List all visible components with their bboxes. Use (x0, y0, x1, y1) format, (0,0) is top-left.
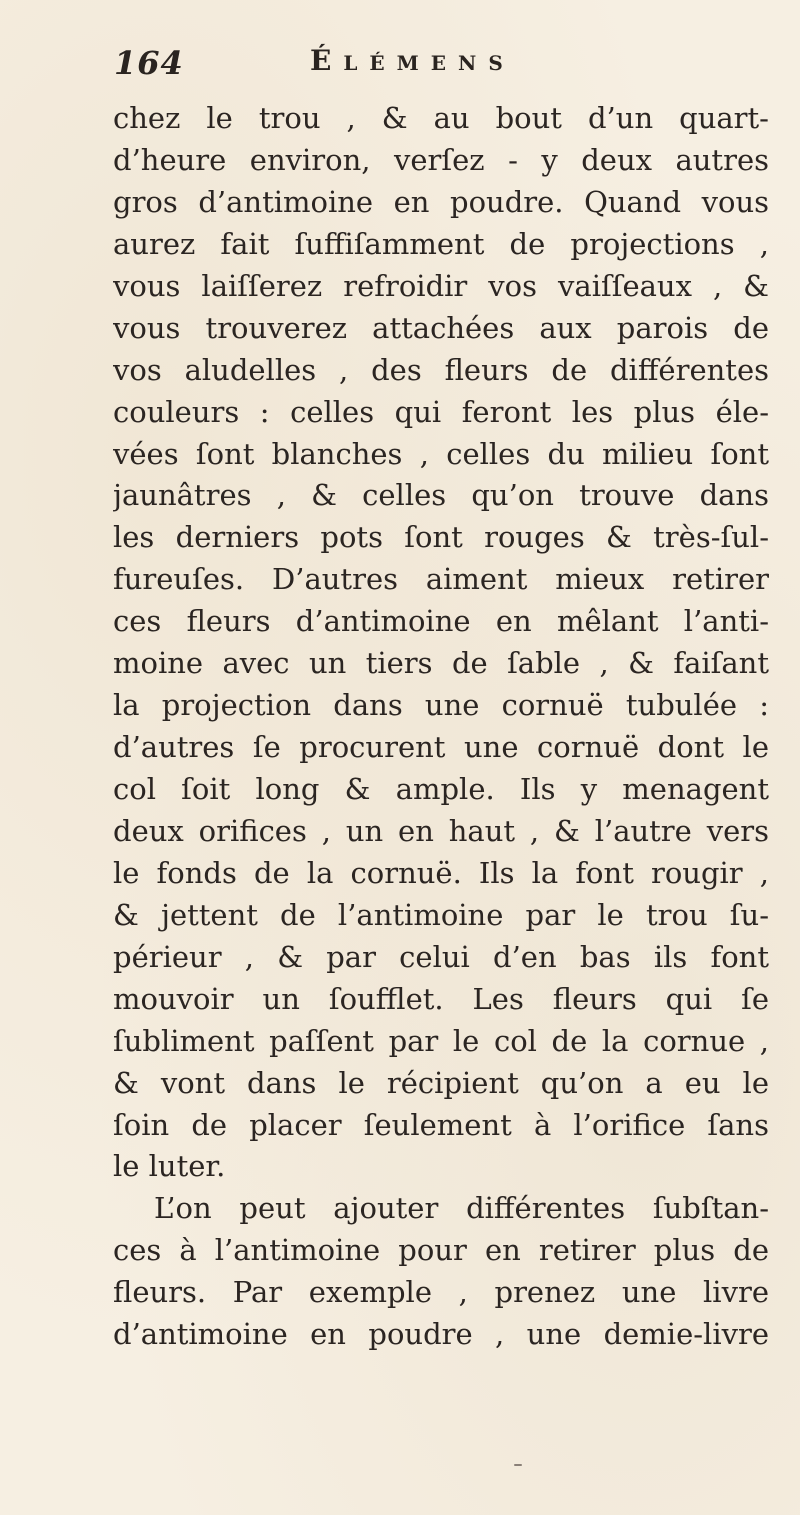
text-line: ces à l’antimoine pour en retirer plus de (113, 1233, 769, 1268)
running-title: Élémens (310, 44, 515, 77)
text-line: vées ſont blanches , celles du milieu ſont (113, 436, 769, 471)
text-line: col ſoit long & ample. Ils y menagent (113, 772, 769, 806)
text-line: gros d’antimoine en poudre. Quand vous (113, 184, 769, 219)
text-line: & vont dans le récipient qu’on a eu le (113, 1065, 769, 1100)
text-line: moine avec un tiers de ſable , & faiſant (113, 646, 769, 681)
text-line: d’autres ſe procurent une cornuë dont le (113, 730, 769, 765)
text-line: deux orifices , un en haut , & l’autre vers (113, 813, 769, 848)
text-line: mouvoir un ſoufflet. Les fleurs qui ſe (113, 981, 769, 1016)
page-number: 164 (114, 44, 184, 82)
text-line: le luter. (113, 1149, 226, 1184)
text-line: d’heure environ, verſez - y deux autres (113, 142, 769, 177)
text-line: le fonds de la cornuë. Ils la font rougir , (113, 855, 769, 890)
text-line: L’on peut ajouter différentes ſubſtan- (154, 1191, 769, 1226)
text-line: vous laiſſerez refroidir vos vaiſſeaux , & (113, 268, 769, 303)
body-text (113, 98, 769, 1356)
text-line: d’antimoine en poudre , une demie-livre (113, 1317, 769, 1352)
text-line: chez le trou , & au bout d’un quart- (113, 101, 769, 135)
printer-mark (514, 1464, 522, 1466)
text-line: les derniers pots ſont rouges & très-ſul- (113, 520, 769, 555)
text-line: fleurs. Par exemple , prenez une livre (113, 1275, 769, 1310)
text-line: ces fleurs d’antimoine en mêlant l’anti- (113, 604, 769, 639)
text-line: couleurs : celles qui feront les plus éle- (113, 394, 769, 429)
text-line: la projection dans une cornuë tubulée : (113, 688, 769, 723)
text-line: & jettent de l’antimoine par le trou ſu- (113, 897, 769, 932)
text-line: vos aludelles , des fleurs de différentes (113, 352, 769, 387)
text-line: ſubliment paſſent par le col de la cornue , (113, 1023, 769, 1058)
text-line: vous trouverez attachées aux parois de (113, 310, 769, 345)
text-line: périeur , & par celui d’en bas ils font (113, 939, 769, 974)
text-line: fureuſes. D’autres aiment mieux retirer (113, 562, 769, 597)
running-head (114, 44, 714, 96)
text-line: jaunâtres , & celles qu’on trouve dans (113, 478, 769, 513)
text-line: ſoin de placer ſeulement à l’orifice ſans (113, 1107, 769, 1142)
text-line: aurez fait ſuffiſamment de projections , (113, 226, 769, 261)
